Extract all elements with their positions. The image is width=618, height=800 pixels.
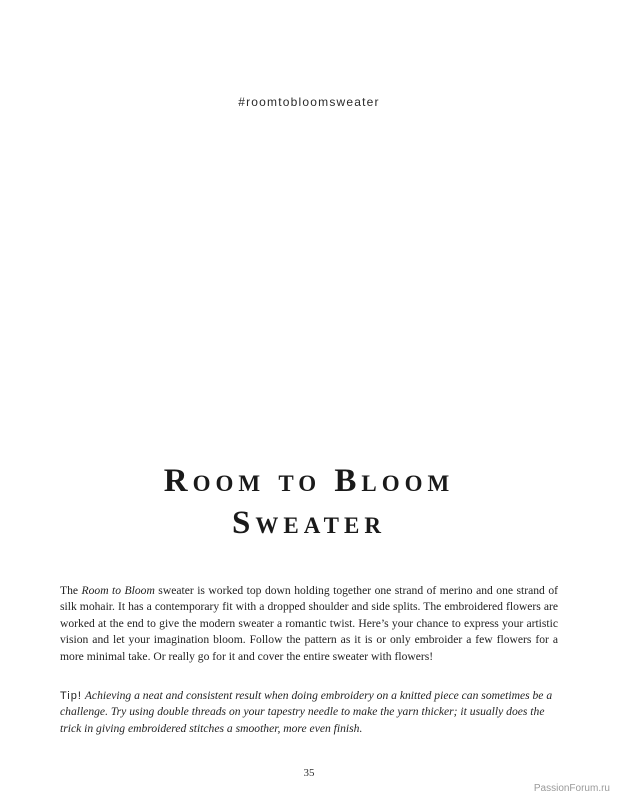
tip-text: Achieving a neat and consistent result when doing embroidery on a knitted piece can sometimes be a challenge. Try using double threads on your tapestry needle to make the yarn thicker; it usually does the trick in giving embroidered stitches a smoother, more even finish. (60, 689, 553, 735)
hashtag: #roomtobloomsweater (238, 95, 380, 109)
intro-text: sweater is worked top down holding together one strand of merino and one strand of silk mohair. It has a contemporary fit with a dropped shoulder and side splits. The embroidered flowers are worked at the end to give the modern sweater a romantic twist. Here’s your chance to express your artistic vision and let your imagination bloom. Follow the pattern as it is or only embroider a few flowers for a more minimal take. Or really go for it and cover the entire sweater with flowers! (60, 584, 558, 663)
page-number: 35 (303, 767, 315, 779)
title-line-2: Sweater (232, 505, 386, 541)
watermark: PassionForum.ru (533, 783, 610, 794)
page-title (0, 460, 618, 544)
intro-italic-name: Room to Bloom (81, 584, 155, 597)
title-line-1: Room to Bloom (163, 463, 455, 499)
intro-prefix: The (60, 584, 82, 597)
tip-label: Tip! (60, 690, 82, 702)
intro-paragraph (60, 583, 558, 665)
tip-paragraph (60, 688, 558, 737)
